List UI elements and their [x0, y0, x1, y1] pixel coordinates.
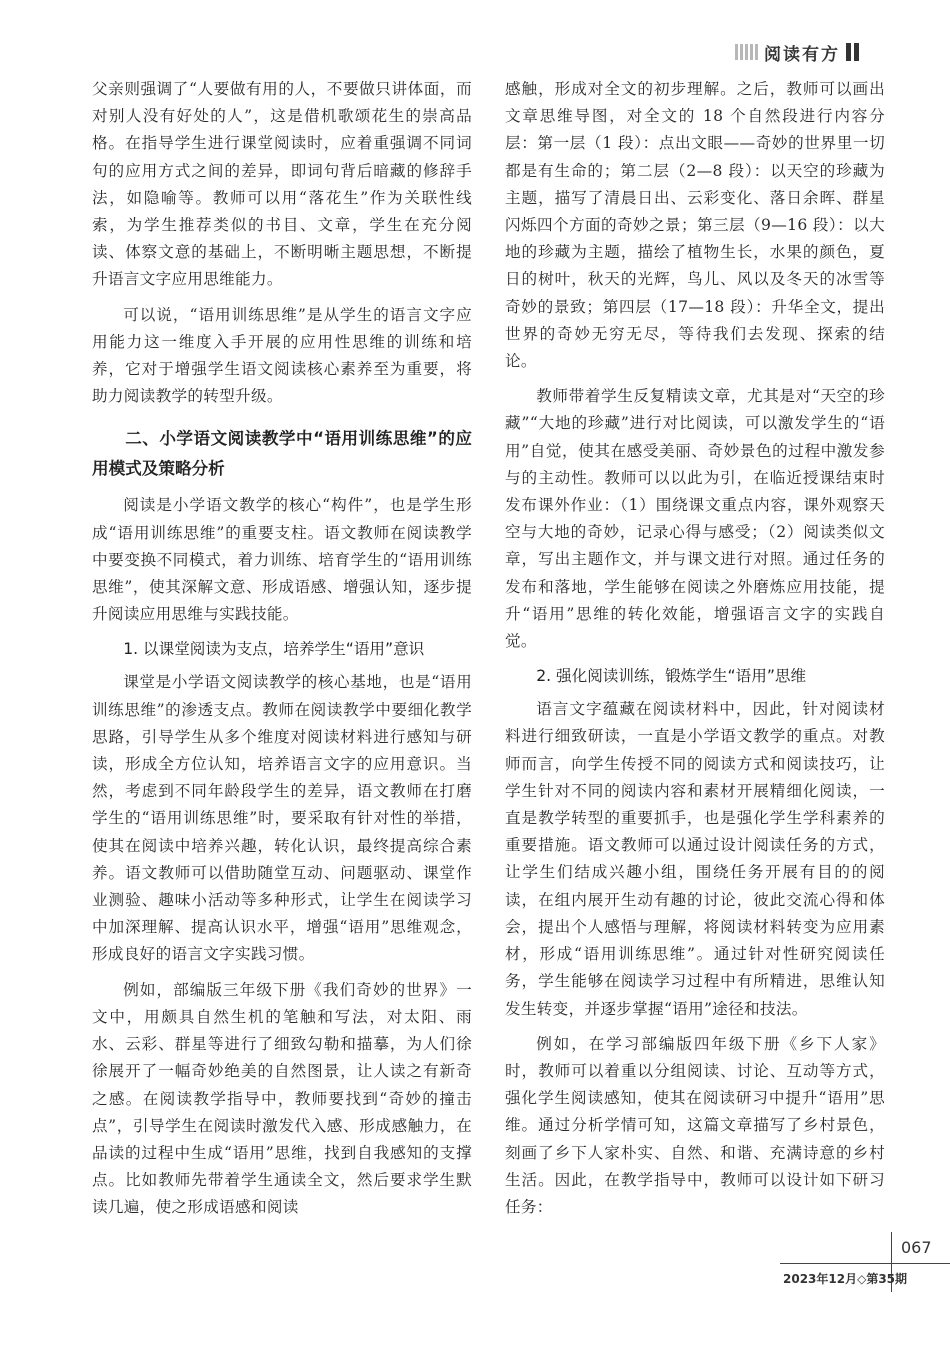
paragraph: 教师带着学生反复精读文章，尤其是对“天空的珍藏”“大地的珍藏”进行对比阅读，可以激发学生的“语用”自觉，使其在感受美丽、奇妙景色的过程中激发参与的主动性。教师可以以此为引，在临近授课结束时发布课外作业：（1）围绕课文重点内容，课外观察天空与大地的奇妙，记录心得与感受；（2）阅读类似文章，写出主题作文，并与课文进行对照。通过任务的发布和落地，学生能够在阅读之外磨炼应用技能，提升“语用”思维的转化效能，增强语言文字的实践自觉。: [505, 387, 885, 651]
issue-label: 2023年12月◇第35期: [783, 1272, 908, 1286]
paragraph: 父亲则强调了“人要做有用的人，不要做只讲体面，而对别人没有好处的人”，这是借机歌颂花生的崇高品格。在指导学生进行课堂阅读时，应着重强调不同词句的应用方式之间的差异，即词句背后暗藏的修辞手法，如隐喻等。教师可以用“落花生”作为关联性线索，为学生推荐类似的书目、文章，学生在充分阅读、体察文意的基础上，不断明晰主题思想，不断提升语言文字应用思维能力。: [92, 80, 472, 289]
subsection-heading: 2. 强化阅读训练，锻炼学生“语用”思维: [536, 667, 807, 686]
section-title: 阅读有方: [764, 44, 840, 65]
paragraph: 阅读是小学语文教学的核心“构件”，也是学生形成“语用训练思维”的重要支柱。语文教师在阅读教学中要变换不同模式，着力训练、培育学生的“语用训练思维”，使其深解文意、形成语感、增强认知，逐步提升阅读应用思维与实践技能。: [92, 496, 472, 624]
page-number: 067: [901, 1238, 932, 1257]
paragraph: 例如，部编版三年级下册《我们奇妙的世界》一文中，用颇具自然生机的笔触和写法，对太阳、雨水、云彩、群星等进行了细致勾勒和描摹，为人们徐徐展开了一幅奇妙绝美的自然图景，让人读之有新奇之感。在阅读教学指导中，教师要找到“奇妙的撞击点”，引导学生在阅读时激发代入感、形成感触力，在品读的过程中生成“语用”思维，找到自我感知的支撑点。比如教师先带着学生通读全文，然后要求学生默读几遍，使之形成语感和阅读: [92, 980, 472, 1217]
paragraph: 例如，在学习部编版四年级下册《乡下人家》时，教师可以着重以分组阅读、讨论、互动等方式，强化学生阅读感知，使其在阅读研习中提升“语用”思维。通过分析学情可知，这篇文章描写了乡村景色，刻画了乡下人家朴实、自然、和谐、充满诗意的乡村生活。因此，在教学指导中，教师可以设计如下研习任务：: [505, 1034, 885, 1216]
paragraph: 感触，形成对全文的初步理解。之后，教师可以画出文章思维导图，对全文的 18 个自然段进行内容分层：第一层（1 段）：点出文眼——奇妙的世界里一切都是有生命的；第二层（2—8 段）：以天空的珍藏为主题，描写了清晨日出、云彩变化、落日余晖、群星闪烁四个方面的奇妙之景；第三层（9—16 段）：以大地的珍藏为主题，描绘了植物生长，水果的颜色，夏日的树叶，秋天的光辉，鸟儿、风以及冬天的冰雪等奇妙的景致；第四层（17—18 段）：升华全文，提出世界的奇妙无穷无尽，等待我们去发现、探索的结论。: [505, 80, 885, 371]
running-header: [735, 38, 859, 66]
paragraph: 课堂是小学语文阅读教学的核心基地，也是“语用训练思维”的渗透支点。教师在阅读教学中要细化教学思路，引导学生从多个维度对阅读材料进行感知与研读，形成全方位认知，培养语言文字的应用意识。当然，考虑到不同年龄段学生的差异，语文教师在打磨学生的“语用训练思维”时，要采取有针对性的举措，使其在阅读中培养兴趣，转化认识，最终提高综合素养。语文教师可以借助随堂互动、问题驱动、课堂作业测验、趣味小活动等多种形式，让学生在阅读学习中加深理解、提高认识水平，增强“语用”思维观念，形成良好的语言文字实践习惯。: [92, 673, 472, 964]
header-decor-right: [846, 43, 859, 61]
footer-divider-horizontal: [780, 1263, 950, 1264]
paragraph: 可以说，“语用训练思维”是从学生的语言文字应用能力这一维度入手开展的应用性思维的训练和培养，它对于增强学生语文阅读核心素养至为重要，将助力阅读教学的转型升级。: [92, 305, 472, 406]
left-column: [92, 76, 472, 1230]
section-heading: 二、小学语文阅读教学中“语用训练思维”的应用模式及策略分析: [92, 429, 472, 479]
header-decor-left: [735, 44, 758, 60]
right-column: [505, 76, 885, 1229]
paragraph: 语言文字蕴藏在阅读材料中，因此，针对阅读材料进行细致研读，一直是小学语文教学的重点。对教师而言，向学生传授不同的阅读方式和阅读技巧，让学生针对不同的阅读内容和素材开展精细化阅读，一直是教学转型的重要抓手，也是强化学生学科素养的重要措施。语文教师可以通过设计阅读任务的方式，让学生们结成兴趣小组，围绕任务开展有目的的阅读，在组内展开生动有趣的讨论，彼此交流心得和体会，提出个人感悟与理解，将阅读材料转变为应用素材，形成“语用训练思维”。通过针对性研究阅读任务，学生能够在阅读学习过程中有所精进，思维认知发生转变，并逐步掌握“语用”途径和技法。: [505, 700, 885, 1018]
subsection-heading: 1. 以课堂阅读为支点，培养学生“语用”意识: [123, 640, 425, 659]
